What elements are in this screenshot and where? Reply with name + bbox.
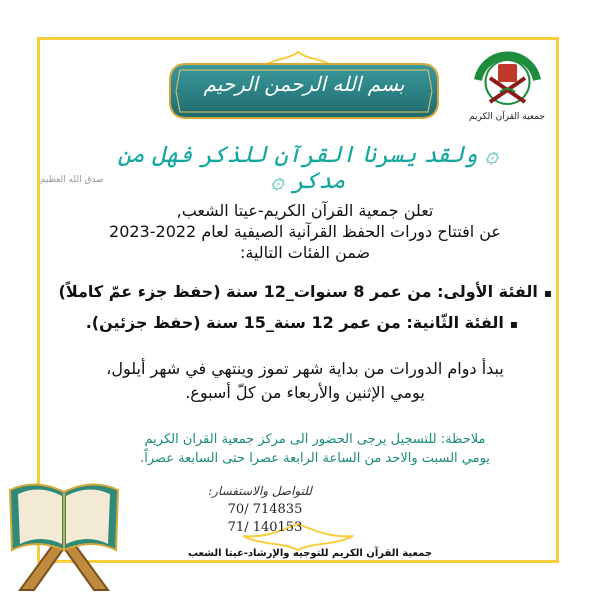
quran-verse: ۞ ولقد يسرنا القرآن للذكر فهل من مدكر ۞ xyxy=(117,142,499,194)
contact-title: للتواصل والاستفسار: xyxy=(208,484,312,498)
announcement-line-2: عن افتتاح دورات الحفظ القرآنية الصيفية لعام 2022-2023 xyxy=(109,222,501,241)
logo-caption: جمعية القرآن الكريم xyxy=(469,112,545,122)
schedule-line-2: يومي الإثنين والأربعاء من كلّ أسبوع. xyxy=(185,383,425,402)
announcement xyxy=(60,200,550,263)
announcement-line-3: ضمن الفئات التالية: xyxy=(239,243,371,262)
category-text: الفئة الثّانية: من عمر 12 سنة_15 سنة (حفظ جزئين). xyxy=(85,313,504,332)
category-text: الفئة الأولى: من عمر 8 سنوات_12 سنة (حفظ جزء عمّ كاملاً) xyxy=(58,282,538,301)
association-logo xyxy=(470,40,545,120)
phone-number[interactable]: 71/ 140153 xyxy=(227,520,303,535)
announcement-line-1: تعلن جمعية القرآن الكريم-عيتا الشعب, xyxy=(176,201,434,220)
quran-stand-icon xyxy=(0,470,128,600)
category-item xyxy=(52,282,552,301)
bullet-icon: ▪ xyxy=(543,286,552,300)
verse-source: صدق الله العظيم xyxy=(40,175,104,185)
bullet-icon: ▪ xyxy=(509,317,518,331)
category-item xyxy=(18,313,518,332)
schedule xyxy=(60,357,550,405)
phone-number[interactable]: 70/ 714835 xyxy=(227,502,303,517)
basmala-text: بسم الله الرحمن الرحيم xyxy=(203,72,405,96)
footer-text: جمعية القرآن الكريم للتوجيه والإرشاد-عيتا الشعب xyxy=(187,548,433,559)
registration-note xyxy=(90,430,540,468)
schedule-line-1: يبدأ دوام الدورات من بداية شهر تموز وينتهي في شهر أيلول، xyxy=(106,359,504,378)
note-line-2: يومي السبت والاحد من الساعة الرابعة عصرا حتى السابعة عصراً. xyxy=(140,451,490,466)
note-line-1: ملاحظة: للتسجيل يرجى الحضور الى مركز جمعية القران الكريم xyxy=(144,432,486,447)
